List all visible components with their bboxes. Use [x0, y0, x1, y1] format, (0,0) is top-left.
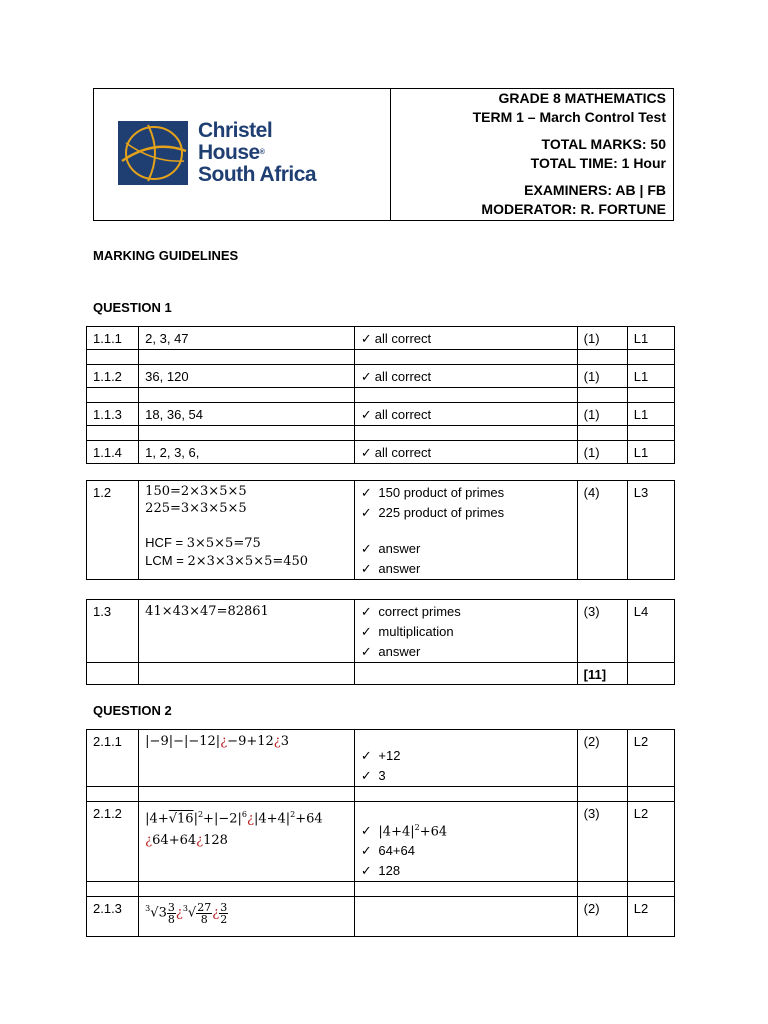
answer: 1, 2, 3, 6, [139, 441, 355, 464]
marks: (3) [577, 802, 627, 882]
spacer-row [87, 787, 675, 802]
table-row [87, 897, 675, 937]
term-line: TERM 1 – March Control Test [472, 109, 666, 125]
q2-table [86, 729, 675, 937]
criteria: ✓ all correct [354, 327, 577, 350]
total-marks: TOTAL MARKS: 50 [541, 136, 666, 152]
question-number: 2.1.3 [87, 897, 139, 937]
globe-logo-icon [118, 121, 188, 185]
level: L2 [627, 802, 674, 882]
question-number: 1.1.2 [87, 365, 139, 388]
check-icon: ✓ [360, 625, 372, 640]
q1-3-table [86, 599, 675, 685]
answer: 2, 3, 47 [139, 327, 355, 350]
moderator: MODERATOR: R. FORTUNE [481, 201, 666, 217]
table-row [87, 600, 675, 663]
criteria: ✓ $|4+4|^2+64$ ✓ 64+64 ✓ 128 [354, 802, 577, 882]
answer: |−9|−|−12|¿−9+12¿3 [139, 730, 355, 787]
answer: $^3$√3 $\frac{3}{8}$ ¿$^3$√ $\frac{27}{8}$ ¿ $\frac{3}{2}$ [139, 897, 355, 937]
criteria: ✓ 150 product of primes ✓ 225 product of primes ✓ answer ✓ answer [354, 481, 577, 580]
check-icon: ✓ [360, 844, 372, 860]
level: L1 [627, 327, 674, 350]
check-icon: ✓ [360, 749, 372, 764]
question-1-heading: QUESTION 1 [93, 300, 172, 315]
exam-header [93, 88, 674, 221]
level: L2 [627, 730, 674, 787]
check-icon: ✓ [360, 332, 372, 347]
q1-1-table [86, 326, 675, 464]
question-number: 1.3 [87, 600, 139, 663]
check-icon: ✓ [360, 486, 372, 501]
check-icon: ✓ [360, 562, 372, 577]
total-time: TOTAL TIME: 1 Hour [530, 155, 666, 171]
fraction: $\frac{3}{2}$ [220, 900, 228, 926]
answer: 36, 120 [139, 365, 355, 388]
marks: (1) [577, 365, 627, 388]
question-number: 1.1.1 [87, 327, 139, 350]
q1-2-table [86, 480, 675, 580]
check-icon: ✓ [360, 605, 372, 620]
exam-info [391, 89, 673, 220]
table-row [87, 441, 675, 464]
examiners: EXAMINERS: AB | FB [524, 182, 666, 198]
criteria: ✓ all correct [354, 365, 577, 388]
check-icon: ✓ [360, 370, 372, 385]
level: L1 [627, 365, 674, 388]
spacer-row [87, 426, 675, 441]
marks: (1) [577, 327, 627, 350]
check-icon: ✓ [360, 645, 372, 660]
criteria: ✓ correct primes ✓ multiplication ✓ answer [354, 600, 577, 663]
answer: $|4+√16|^2+|-2|^6¿|4+4|^2+64$ ¿64+64¿128 [139, 802, 355, 882]
check-icon: ✓ [360, 408, 372, 423]
marks: (4) [577, 481, 627, 580]
fraction: $\frac{27}{8}$ [197, 900, 212, 926]
table-row [87, 730, 675, 787]
check-icon: ✓ [360, 506, 372, 521]
marks: (2) [577, 730, 627, 787]
table-row [87, 327, 675, 350]
table-row [87, 403, 675, 426]
spacer-row [87, 882, 675, 897]
question-number: 1.2 [87, 481, 139, 580]
answer: 150=2×3×5×5 225=3×3×5×5 HCF = 3×5×5=75 LCM = 2×3×3×5×5=450 [139, 481, 355, 580]
table-row [87, 802, 675, 882]
page-title: MARKING GUIDELINES [93, 248, 239, 263]
marks: (3) [577, 600, 627, 663]
check-icon: ✓ [360, 769, 372, 784]
question-1-total: [11] [577, 663, 627, 685]
criteria: ✓ +12 ✓ 3 [354, 730, 577, 787]
fraction: $\frac{3}{8}$ [167, 900, 175, 926]
question-number: 1.1.3 [87, 403, 139, 426]
check-icon: ✓ [360, 542, 372, 557]
subject-line: GRADE 8 MATHEMATICS [498, 90, 666, 106]
table-row [87, 481, 675, 580]
question-2-heading: QUESTION 2 [93, 703, 172, 718]
answer: 41×43×47=82861 [139, 600, 355, 663]
criteria: ✓ all correct [354, 403, 577, 426]
table-row [87, 365, 675, 388]
level: L1 [627, 441, 674, 464]
answer: 18, 36, 54 [139, 403, 355, 426]
spacer-row [87, 350, 675, 365]
marks: (1) [577, 441, 627, 464]
criteria: ✓ all correct [354, 441, 577, 464]
marks: (1) [577, 403, 627, 426]
question-number: 2.1.2 [87, 802, 139, 882]
criteria [354, 897, 577, 937]
level: L3 [627, 481, 674, 580]
check-icon: ✓ [360, 824, 372, 840]
check-icon: ✓ [360, 446, 372, 461]
marks: (2) [577, 897, 627, 937]
level: L1 [627, 403, 674, 426]
logo-cell [94, 89, 391, 220]
check-icon: ✓ [360, 864, 372, 880]
level: L2 [627, 897, 674, 937]
question-number: 2.1.1 [87, 730, 139, 787]
question-number: 1.1.4 [87, 441, 139, 464]
spacer-row [87, 388, 675, 403]
level: L4 [627, 600, 674, 663]
logo-wordmark: Christel House® South Africa [198, 119, 317, 186]
total-row [87, 663, 675, 685]
